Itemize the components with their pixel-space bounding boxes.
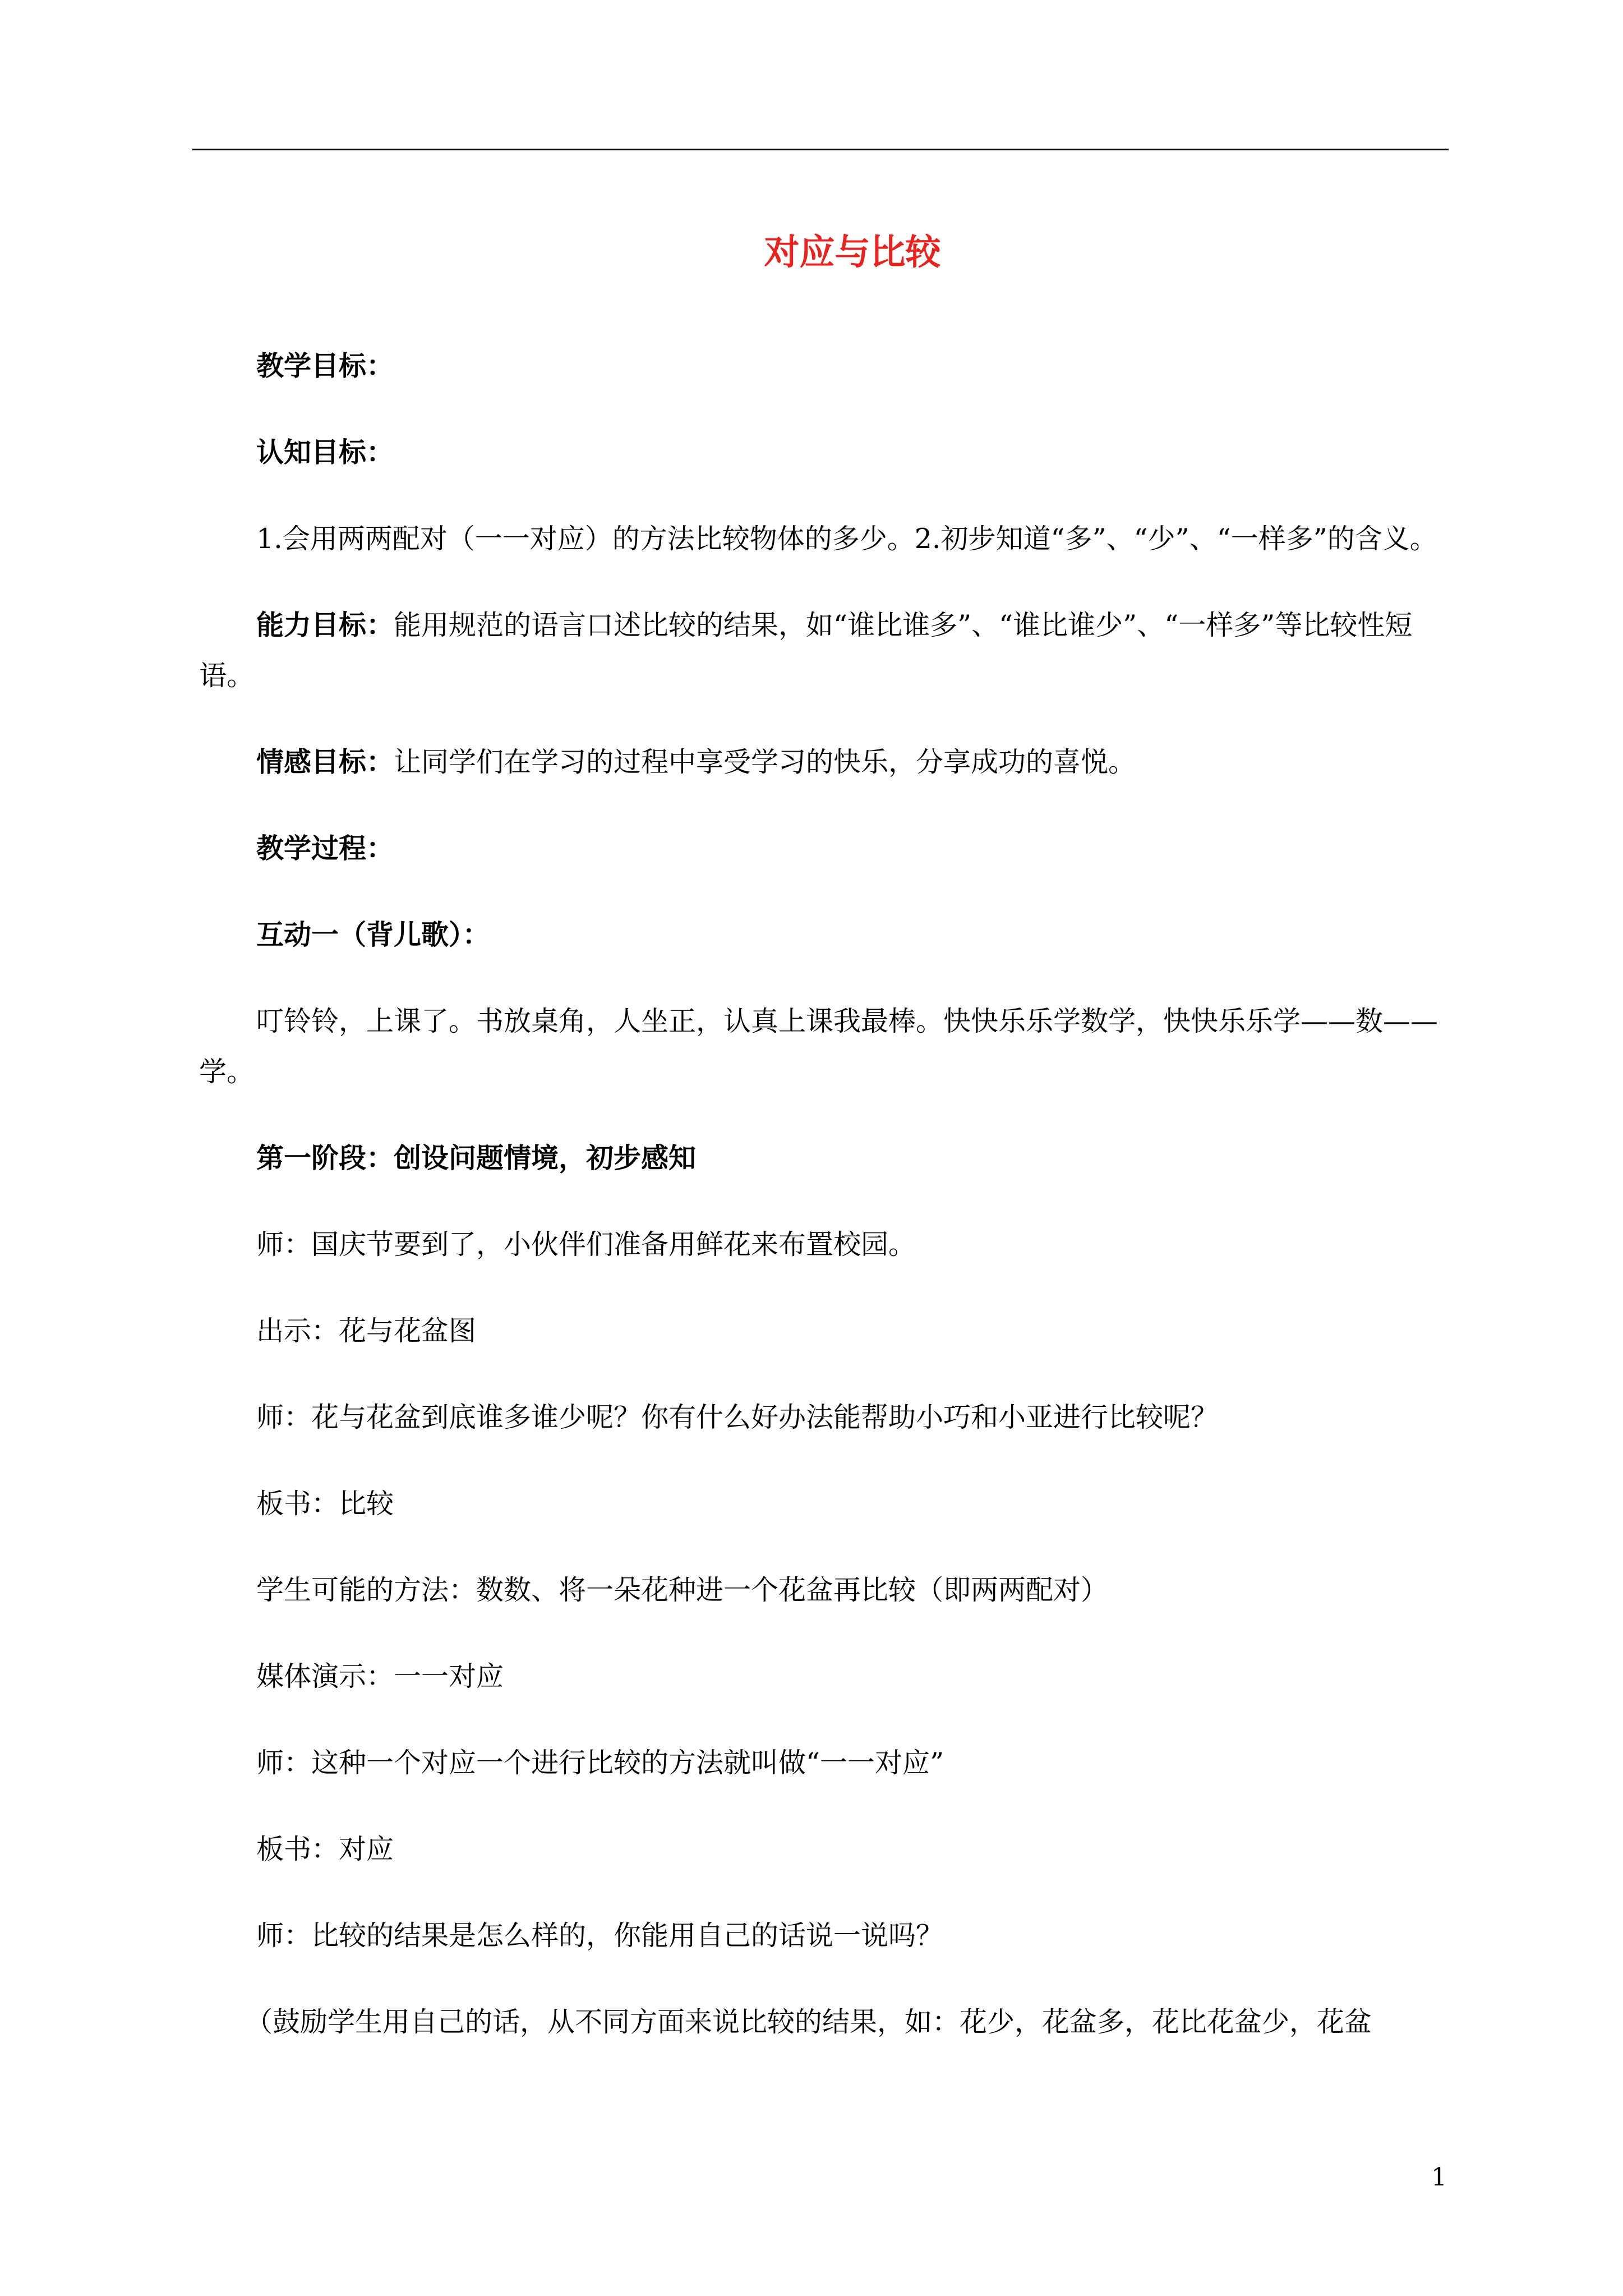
body-line-2: 出示：花与花盆图 — [256, 1315, 477, 1347]
stage-one-heading: 第一阶段：创设问题情境，初步感知 — [256, 1142, 697, 1174]
ability-goals-paragraph — [199, 600, 1444, 701]
page-number: 1 — [1431, 2163, 1447, 2192]
body-line-6: 媒体演示：一一对应 — [256, 1660, 504, 1692]
ability-goals-text: 能用规范的语言口述比较的结果，如“谁比谁多”、“谁比谁少”、“一样多”等比较性短语。 — [199, 609, 1413, 692]
document-title: 对应与比较 — [764, 232, 941, 273]
body-line-5: 学生可能的方法：数数、将一朵花种进一个花盆再比较（即两两配对） — [256, 1574, 1109, 1606]
teaching-goals-heading: 教学目标： — [256, 350, 394, 382]
teaching-process-heading: 教学过程： — [256, 832, 394, 864]
interaction-one-heading: 互动一（背儿歌）： — [256, 919, 490, 951]
emotion-goals-label: 情感目标： — [256, 746, 394, 778]
body-line-10: （鼓励学生用自己的话，从不同方面来说比较的结果，如：花少，花盆多，花比花盆少，花盆 — [245, 2006, 1372, 2038]
body-line-8: 板书：对应 — [256, 1833, 394, 1865]
emotion-goals-paragraph — [199, 737, 1444, 788]
cognitive-goals-text: 1.会用两两配对（一一对应）的方法比较物体的多少。2.初步知道“多”、“少”、“一样多”的含义。 — [256, 523, 1437, 555]
body-line-4: 板书：比较 — [256, 1488, 394, 1520]
header-rule — [192, 149, 1449, 150]
emotion-goals-text: 让同学们在学习的过程中享受学习的快乐，分享成功的喜悦。 — [394, 746, 1136, 778]
nursery-rhyme-text: 叮铃铃，上课了。书放桌角，人坐正，认真上课我最棒。快快乐乐学数学，快快乐乐学——数——学。 — [199, 1005, 1438, 1088]
ability-goals-label: 能力目标： — [256, 609, 394, 641]
body-line-9: 师：比较的结果是怎么样的，你能用自己的话说一说吗？ — [256, 1920, 944, 1952]
cognitive-goals-heading: 认知目标： — [256, 436, 394, 468]
body-line-3: 师：花与花盆到底谁多谁少呢？你有什么好办法能帮助小巧和小亚进行比较呢？ — [256, 1401, 1219, 1433]
document-body — [199, 341, 1444, 2083]
body-line-1: 师：国庆节要到了，小伙伴们准备用鲜花来布置校园。 — [256, 1228, 916, 1260]
body-line-7: 师：这种一个对应一个进行比较的方法就叫做“一一对应” — [256, 1747, 944, 1779]
